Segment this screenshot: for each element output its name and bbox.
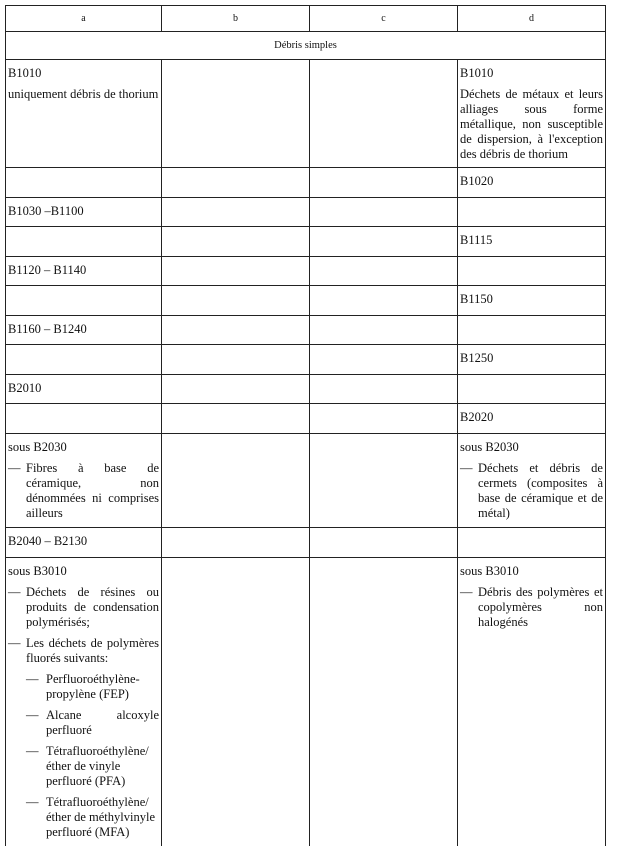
dash-bullet: — <box>26 672 39 686</box>
dash-bullet: — <box>26 708 39 722</box>
cell-a <box>6 60 162 168</box>
code-label: B1160 – B1240 <box>8 322 87 336</box>
table-row <box>6 434 606 528</box>
cell-a <box>6 404 162 434</box>
code-label: B1020 <box>460 174 494 188</box>
dash-bullet: — <box>8 585 21 599</box>
cell-a <box>6 316 162 345</box>
table-row <box>6 168 606 198</box>
code-label: B1010 <box>460 66 494 80</box>
table-row <box>6 316 606 345</box>
cell-c <box>310 375 458 404</box>
cell-d <box>458 227 606 257</box>
code-label: sous B2030 <box>8 440 67 454</box>
cell-c <box>310 345 458 375</box>
column-header-c: c <box>310 6 458 32</box>
cell-c <box>310 60 458 168</box>
cell-d <box>458 375 606 404</box>
sub-list-item <box>8 672 159 702</box>
list-item-text: Tétrafluoroéthylène/ éther de vinyle perfluoré (PFA) <box>46 744 149 788</box>
cell-b <box>162 168 310 198</box>
dash-bullet: — <box>8 461 21 475</box>
sub-list-item <box>8 795 159 840</box>
cell-c <box>310 227 458 257</box>
sub-list-item <box>8 744 159 789</box>
dash-bullet: — <box>26 744 39 758</box>
dash-bullet: — <box>460 585 473 599</box>
cell-d <box>458 558 606 847</box>
list-item-text: Perfluoroéthylène-propylène (FEP) <box>46 672 140 701</box>
list-item <box>460 585 603 630</box>
table-row <box>6 558 606 847</box>
list-item-text: Déchets de résines ou produits de condensation polymérisés; <box>26 585 159 629</box>
list-item <box>8 461 159 521</box>
list-item-text: Déchets et débris de cermets (composites à base de céramique et de métal) <box>478 461 603 520</box>
cell-c <box>310 558 458 847</box>
cell-b <box>162 257 310 286</box>
cell-c <box>310 198 458 227</box>
table-row <box>6 257 606 286</box>
cell-text: Déchets de métaux et leurs alliages sous forme métallique, non susceptible de dispersion, à l'exception des débris de thorium <box>460 87 603 161</box>
cell-b <box>162 434 310 528</box>
table-row <box>6 345 606 375</box>
cell-d <box>458 257 606 286</box>
dash-bullet: — <box>8 636 21 650</box>
table-row <box>6 60 606 168</box>
cell-a <box>6 227 162 257</box>
cell-c <box>310 528 458 558</box>
code-label: B1115 <box>460 233 493 247</box>
cell-d <box>458 168 606 198</box>
cell-c <box>310 434 458 528</box>
cell-b <box>162 227 310 257</box>
cell-a <box>6 168 162 198</box>
table-row <box>6 528 606 558</box>
cell-a <box>6 528 162 558</box>
cell-b <box>162 558 310 847</box>
sub-list-item <box>8 708 159 738</box>
cell-b <box>162 375 310 404</box>
code-label: sous B3010 <box>460 564 519 578</box>
cell-b <box>162 60 310 168</box>
cell-d <box>458 286 606 316</box>
cell-a <box>6 198 162 227</box>
table-row <box>6 375 606 404</box>
section-row <box>6 32 606 60</box>
cell-d <box>458 345 606 375</box>
code-label: sous B2030 <box>460 440 519 454</box>
cell-c <box>310 286 458 316</box>
cell-b <box>162 286 310 316</box>
code-label: B1250 <box>460 351 494 365</box>
table-row <box>6 404 606 434</box>
column-header-a: a <box>6 6 162 32</box>
code-label: B2010 <box>8 381 42 395</box>
cell-b <box>162 528 310 558</box>
cell-d <box>458 434 606 528</box>
code-label: sous B3010 <box>8 564 67 578</box>
cell-c <box>310 316 458 345</box>
code-label: B1120 – B1140 <box>8 263 87 277</box>
cell-a <box>6 434 162 528</box>
cell-b <box>162 404 310 434</box>
section-title: Débris simples <box>6 32 606 60</box>
cell-a <box>6 257 162 286</box>
waste-table <box>5 5 606 846</box>
cell-text: uniquement débris de thorium <box>8 87 159 101</box>
code-label: B1030 –B1100 <box>8 204 84 218</box>
dash-bullet: — <box>26 795 39 809</box>
cell-a <box>6 375 162 404</box>
list-item-text: Les déchets de polymères fluorés suivants: <box>26 636 159 665</box>
table-row <box>6 198 606 227</box>
cell-a <box>6 558 162 847</box>
list-item <box>8 585 159 630</box>
cell-d <box>458 528 606 558</box>
cell-c <box>310 257 458 286</box>
column-header-d: d <box>458 6 606 32</box>
list-item <box>8 636 159 666</box>
cell-a <box>6 345 162 375</box>
cell-d <box>458 60 606 168</box>
dash-bullet: — <box>460 461 473 475</box>
code-label: B2040 – B2130 <box>8 534 88 548</box>
list-item-text: Tétrafluoroéthylène/ éther de méthylvinyle perfluoré (MFA) <box>46 795 155 839</box>
list-item <box>460 461 603 521</box>
code-label: B2020 <box>460 410 494 424</box>
cell-b <box>162 345 310 375</box>
table-row <box>6 227 606 257</box>
list-item-text: Fibres à base de céramique, non dénommées ni comprises ailleurs <box>26 461 159 520</box>
list-item-text: Débris des polymères et copolymères non halogénés <box>478 585 603 629</box>
cell-d <box>458 198 606 227</box>
code-label: B1010 <box>8 66 42 80</box>
cell-b <box>162 316 310 345</box>
list-item-text: Alcane alcoxyle perfluoré <box>46 708 159 737</box>
cell-b <box>162 198 310 227</box>
column-header-b: b <box>162 6 310 32</box>
cell-d <box>458 316 606 345</box>
column-header-row <box>6 6 606 32</box>
table-row <box>6 286 606 316</box>
cell-d <box>458 404 606 434</box>
cell-a <box>6 286 162 316</box>
cell-c <box>310 168 458 198</box>
cell-c <box>310 404 458 434</box>
code-label: B1150 <box>460 292 493 306</box>
